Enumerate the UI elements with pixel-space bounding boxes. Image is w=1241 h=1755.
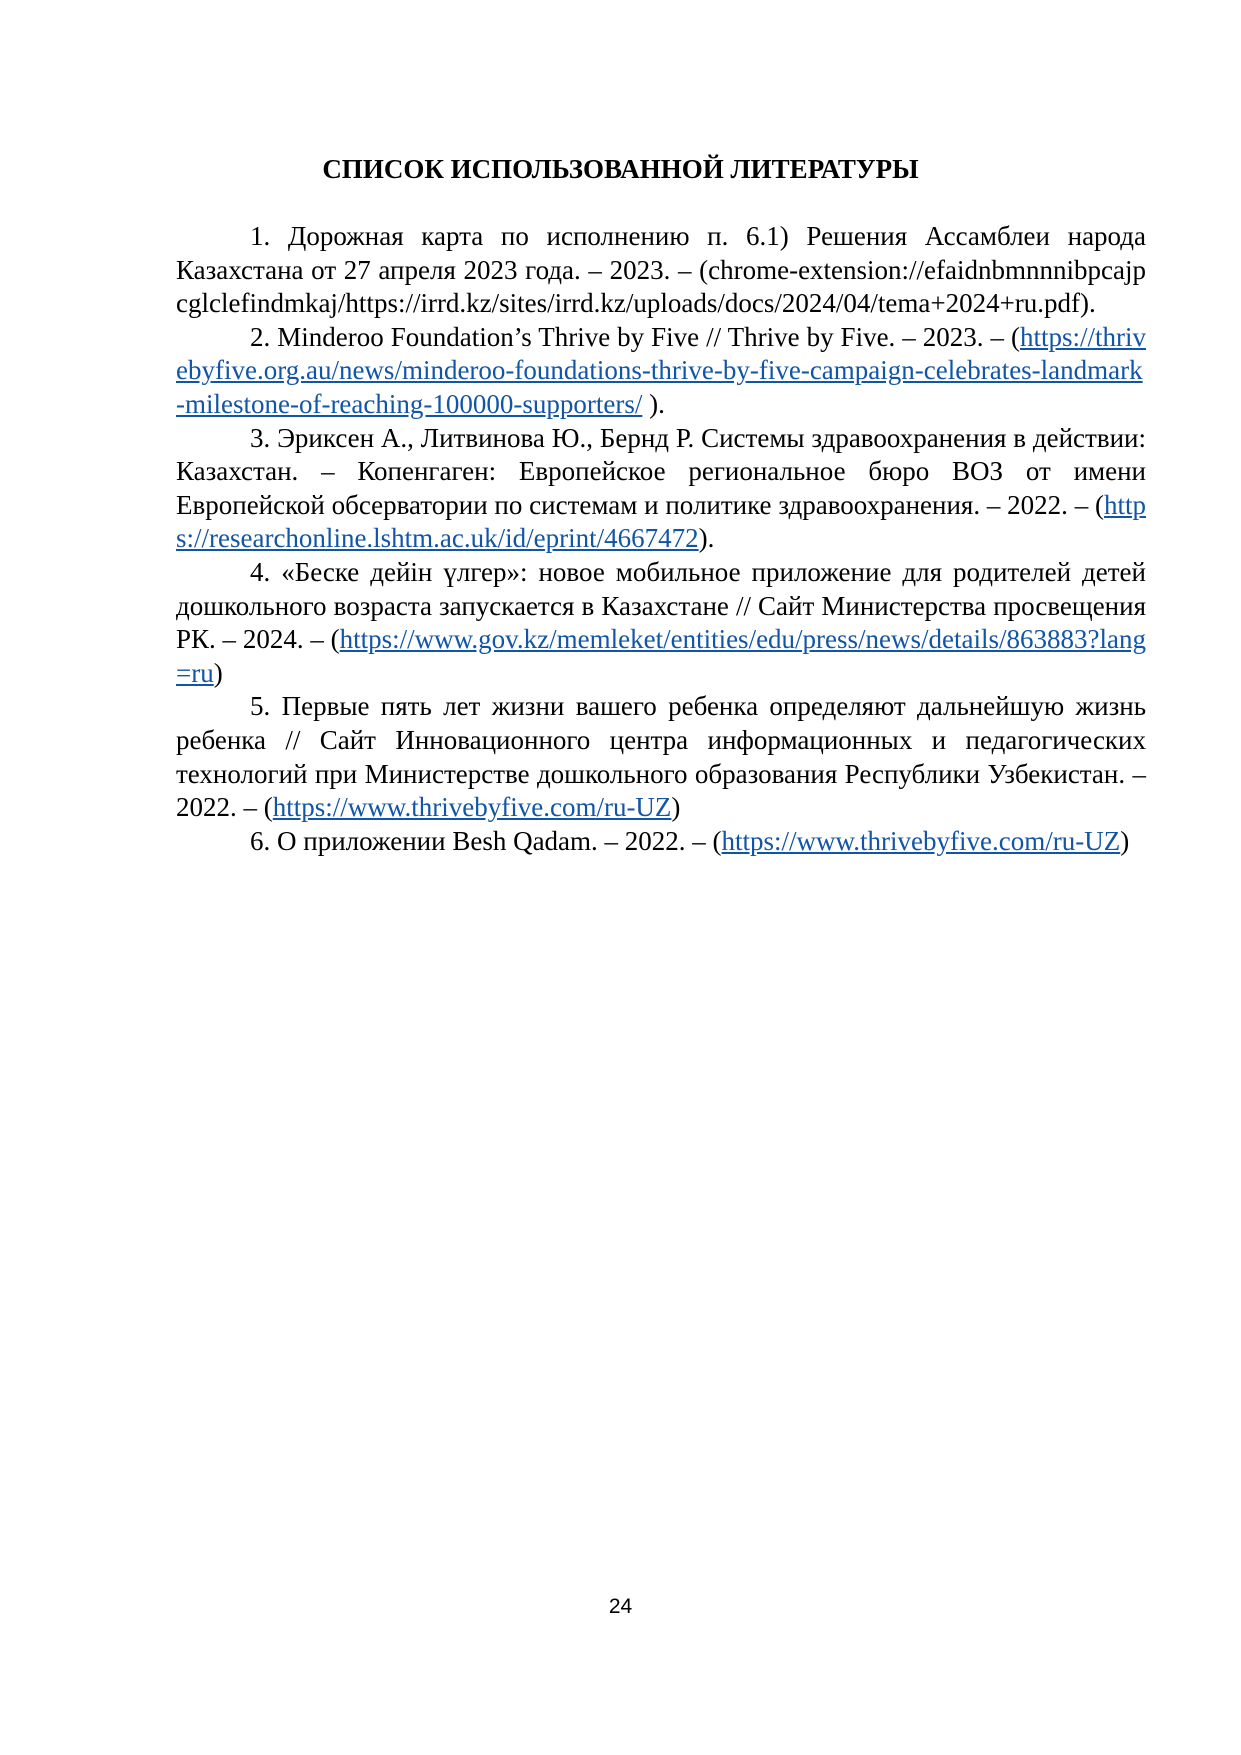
reference-item-4 (176, 556, 1146, 690)
reference-suffix: ) (671, 792, 681, 823)
reference-text: Первые пять лет жизни вашего ребенка определяют дальнейшую жизнь ребенка // Сайт Инновационного центра информационных и педагогических технологий при Министерстве дошкольного образования Республики Узбекистан. – 2022. – ( (176, 691, 1147, 823)
reference-item-6 (176, 825, 1146, 859)
reference-list (176, 220, 1146, 858)
reference-suffix: ) (1120, 825, 1130, 856)
reference-link[interactable]: https://www.thrivebyfive.com/ru-UZ (721, 825, 1121, 856)
reference-text: «Беске дейін үлгер»: новое мобильное приложение для родителей детей дошкольного возраста запускается в Казахстане // Сайт Министерства просвещения РК. – 2024. – ( (176, 556, 1146, 655)
reference-number: 5. (250, 691, 271, 722)
reference-item-2 (176, 321, 1146, 422)
reference-number: 4. (250, 556, 271, 587)
reference-link[interactable]: https://researchonline.lshtm.ac.uk/id/eprint/4667472 (176, 489, 1146, 554)
reference-suffix: ). (642, 388, 665, 419)
page-title: СПИСОК ИСПОЛЬЗОВАННОЙ ЛИТЕРАТУРЫ (322, 154, 919, 184)
reference-item-5 (176, 690, 1146, 824)
page-number: 24 (608, 1595, 633, 1618)
reference-item-1 (176, 220, 1146, 321)
reference-link[interactable]: https://www.gov.kz/memleket/entities/edu/press/news/details/863883?lang=ru (176, 624, 1146, 688)
reference-suffix: ). (698, 523, 715, 554)
reference-number: 1. (250, 221, 271, 251)
reference-link[interactable]: https://thrivebyfive.org.au/news/minderoo-foundations-thrive-by-five-campaign-celebrates-landmark-milestone-of-reaching-100000-supporters/ (176, 321, 1146, 419)
reference-suffix: ). (1080, 288, 1096, 319)
reference-suffix: ) (213, 657, 223, 688)
reference-number: 6. (250, 825, 271, 856)
reference-item-3 (176, 422, 1146, 556)
reference-number: 3. (250, 422, 271, 453)
reference-text: Дорожная карта по исполнению п. 6.1) Решения Ассамблеи народа Казахстана от 27 апреля 2023 года. – 2023. – ( (176, 221, 1146, 285)
reference-link[interactable]: https://www.thrivebyfive.com/ru-UZ (272, 792, 672, 823)
reference-number: 2. (250, 321, 271, 352)
reference-text: О приложении Besh Qadam. – 2022. – ( (277, 825, 722, 856)
reference-text: Minderoo Foundation’s Thrive by Five // Thrive by Five. – 2023. – ( (277, 321, 1020, 352)
reference-plain-url: chrome-extension://efaidnbmnnnibpcajpcglclefindmkaj/https://irrd.kz/sites/irrd.kz/uploads/docs/2024/04/tema+2024+ru.pdf (176, 254, 1146, 319)
reference-text: Эриксен А., Литвинова Ю., Бернд Р. Системы здравоохранения в действии: Казахстан. – Копенгаген: Европейское региональное бюро ВОЗ от имени Европейской обсерватории по системам и политике здравоохранения. – 2022. – ( (176, 422, 1146, 520)
